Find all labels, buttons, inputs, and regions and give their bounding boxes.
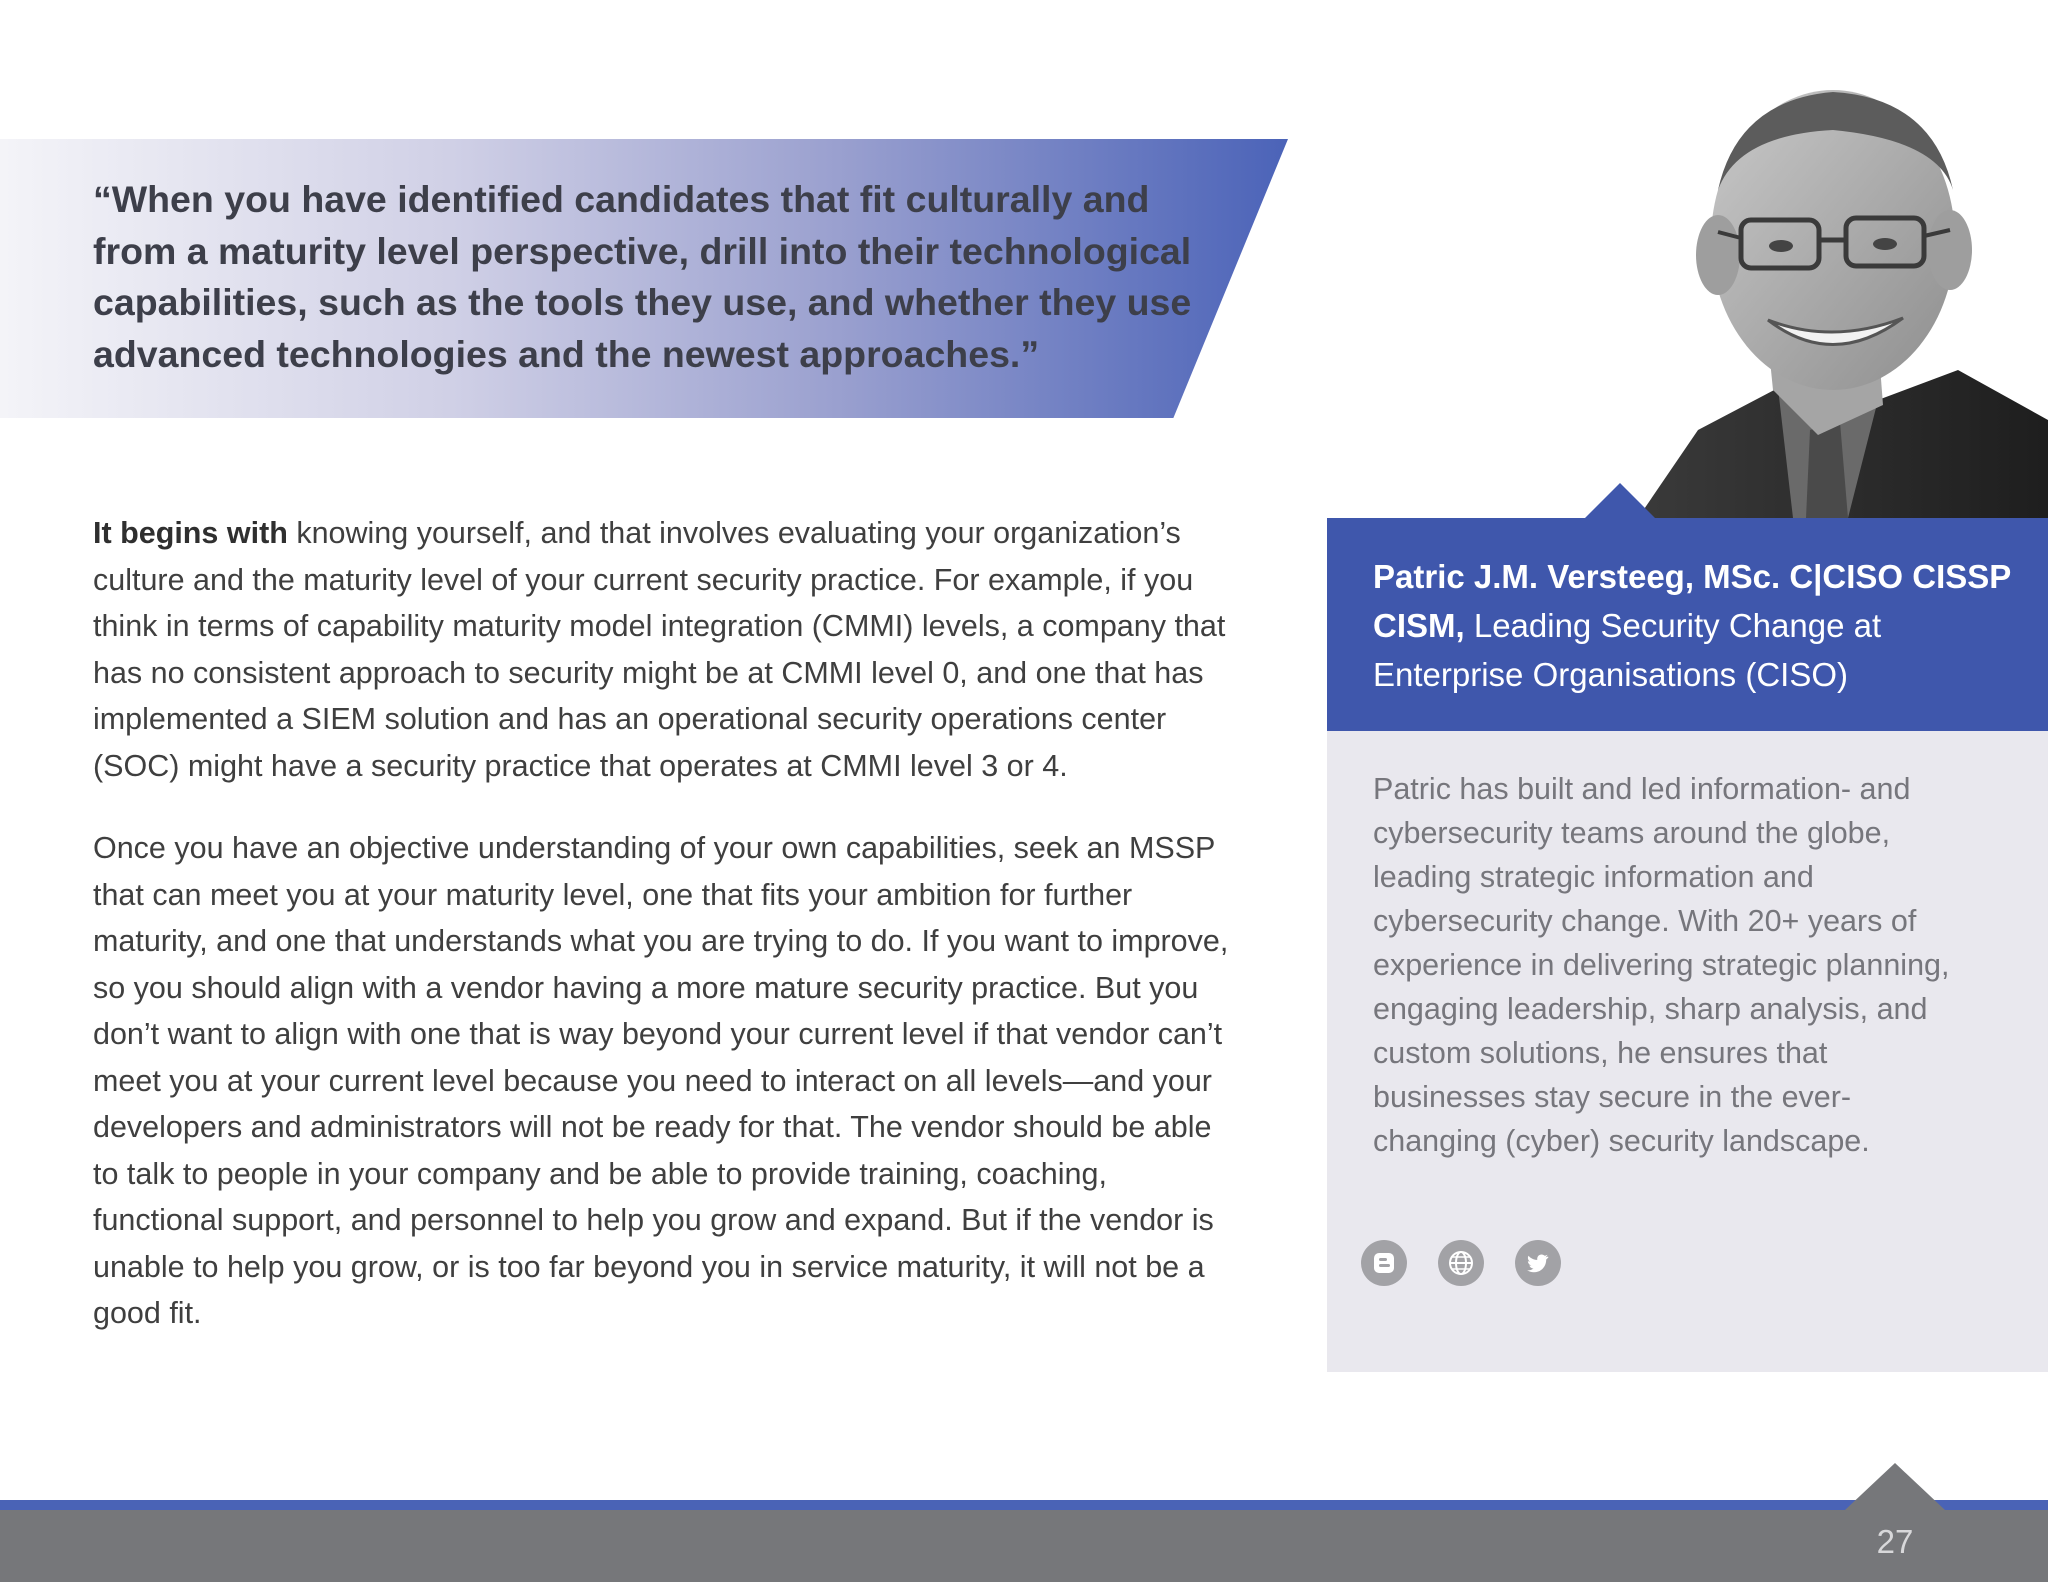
author-photo-illustration: [1578, 70, 2048, 518]
author-title: [1373, 552, 2023, 699]
paragraph-1: [93, 510, 1243, 789]
paragraph-lead: It begins with: [93, 516, 288, 550]
pull-quote: “When you have identified candidates that fit culturally and from a maturity level perspective, drill into their technological capabilities, such as the tools they use, and whether they use advanced technologies and the newest approaches.”: [93, 178, 1192, 375]
author-card-pointer: [1584, 483, 1656, 519]
social-links: [1361, 1240, 1561, 1286]
paragraph-2: Once you have an objective understanding of your own capabilities, seek an MSSP that can meet you at your maturity level, one that fits your ambition for further maturity, and one that understands what you are trying to do. If you want to improve, so you should align with a vendor having a more mature security practice. But you don’t want to align with one that is way beyond your current level if that vendor can’t meet you at your current level because you need to interact on all levels—and your developers and administrators will not be ready for that. The vendor should be able to talk to people in your company and be able to provide training, coaching, functional support, and personnel to help you grow and expand. But if the vendor is unable to help you grow, or is too far beyond you in service maturity, it will not be a good fit.: [93, 831, 1229, 1330]
blogger-icon[interactable]: [1361, 1240, 1407, 1286]
footer-accent-line: [0, 1500, 2048, 1510]
author-photo: [1578, 70, 2048, 518]
footer-tab: [1845, 1463, 1945, 1510]
author-name: Patric J.M. Versteeg, MSc. C|CISO CISSP CISM,: [1373, 558, 2011, 644]
author-bio: Patric has built and led information- and cybersecurity teams around the globe, leading strategic information and cybersecurity change. With 20+ years of experience in delivering strategic planning, engaging leadership, sharp analysis, and custom solutions, he ensures that businesses stay secure in the ever-changing (cyber) security landscape.: [1373, 772, 1950, 1158]
footer-bar: [0, 1510, 2048, 1582]
twitter-icon[interactable]: [1515, 1240, 1561, 1286]
page-number: 27: [1876, 1523, 1914, 1560]
body-text: [93, 510, 1243, 1337]
globe-icon[interactable]: [1438, 1240, 1484, 1286]
author-role: Leading Security Change at Enterprise Organisations (CISO): [1373, 607, 1882, 693]
paragraph-1-text: knowing yourself, and that involves evaluating your organization’s culture and the maturity level of your current security practice. For example, if you think in terms of capability maturity model integration (CMMI) levels, a company that has no consistent approach to security might be at CMMI level 0, and one that has implemented a SIEM solution and has an operational security operations center (SOC) might have a security practice that operates at CMMI level 3 or 4.: [93, 516, 1226, 783]
